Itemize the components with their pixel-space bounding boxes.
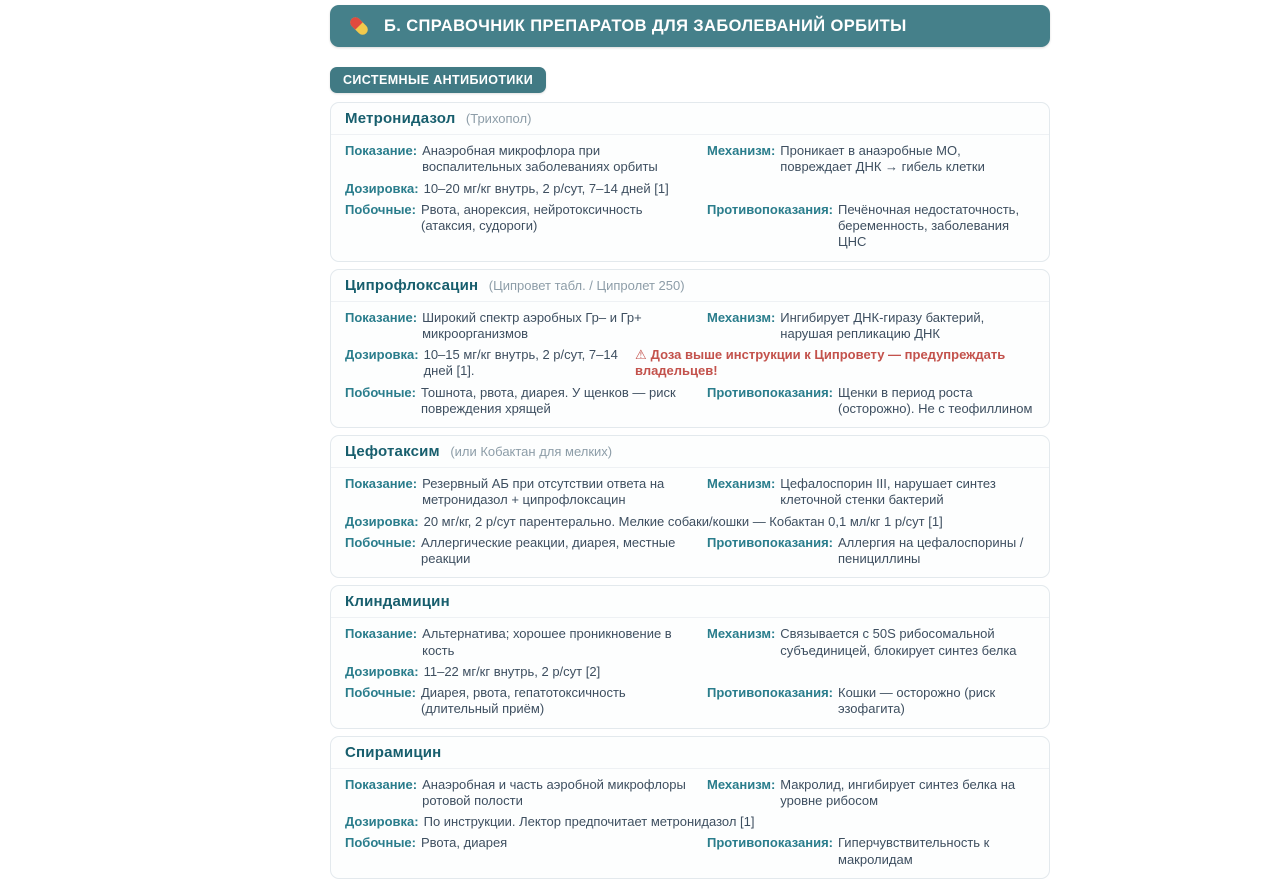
dosage-value: По инструкции. Лектор предпочитает метронидазол [1]	[423, 814, 755, 829]
indication-field	[345, 310, 697, 343]
drug-alt-name: (Трихопол)	[465, 111, 532, 126]
indication-field	[345, 777, 697, 810]
dose-warning	[635, 347, 1035, 380]
contraindications-value: Гиперчувствительность к макролидам	[838, 835, 990, 867]
indication-label: Показание:	[345, 309, 418, 325]
drug-card-header	[331, 103, 1049, 135]
page-header	[330, 5, 1050, 47]
side-effects-value: Аллергические реакции, диарея, местные реакции	[421, 534, 676, 566]
mechanism-value: Связывается с 50S рибосомальной субъединицей, блокирует синтез белка	[780, 626, 1017, 658]
side-effects-label: Побочные:	[345, 384, 416, 400]
drug-alt-name: (Ципровет табл. / Ципролет 250)	[488, 277, 685, 293]
contraindications-label: Противопоказания:	[707, 534, 833, 550]
indication-value: Анаэробная микрофлора при воспалительных заболеваниях орбиты	[422, 143, 658, 175]
contraindications-value: Щенки в период роста (осторожно). Не с теофиллином	[838, 384, 1033, 416]
dosage-row	[345, 814, 1035, 830]
drug-name: Цефотаксим	[345, 443, 440, 460]
mechanism-label: Механизм:	[707, 476, 776, 491]
drug-card-header	[331, 586, 1049, 618]
mechanism-value: Проникает в анаэробные МО, повреждает ДНК → гибель клетки	[780, 143, 985, 175]
dosage-value: 11–22 мг/кг внутрь, 2 р/сут [2]	[423, 663, 601, 679]
side-effects-value: Тошнота, рвота, диарея. У щенков — риск повреждения хрящей	[421, 384, 676, 416]
contraindications-label: Противопоказания:	[707, 201, 833, 217]
side-effects-label: Побочные:	[345, 685, 416, 700]
sideeffects-contra-row	[345, 685, 1035, 718]
drug-card	[330, 269, 1050, 429]
drug-card-body	[331, 135, 1049, 261]
dosage-value: 10–20 мг/кг внутрь, 2 р/сут, 7–14 дней [1]	[423, 180, 669, 196]
mechanism-value: Макролид, ингибирует синтез белка на уровне рибосом	[780, 776, 1016, 808]
indication-label: Показание:	[345, 776, 418, 792]
dosage-row	[345, 514, 1035, 530]
cards-list	[330, 102, 1050, 879]
side-effects-label: Побочные:	[345, 201, 416, 217]
dosage-label: Дозировка:	[345, 513, 419, 529]
section-badge: СИСТЕМНЫЕ АНТИБИОТИКИ	[330, 67, 546, 93]
side-effects-label: Побочные:	[345, 534, 416, 550]
contraindications-label: Противопоказания:	[707, 685, 833, 700]
warning-icon: ⚠	[635, 347, 647, 362]
drug-card	[330, 736, 1050, 879]
contraindications-field	[707, 835, 1035, 868]
drug-card-body	[331, 468, 1049, 577]
indication-value: Анаэробная и часть аэробной микрофлоры ротовой полости	[422, 776, 686, 808]
indication-field	[345, 143, 697, 176]
indication-label: Показание:	[345, 143, 418, 158]
indication-field	[345, 476, 697, 509]
indication-field	[345, 626, 697, 659]
side-effects-field	[345, 835, 697, 868]
dosage-label: Дозировка:	[345, 347, 419, 362]
dosage-value: 20 мг/кг, 2 р/сут парентерально. Мелкие собаки/кошки — Кобактан 0,1 мл/кг 1 р/сут [1]	[423, 513, 943, 529]
sideeffects-contra-row	[345, 835, 1035, 868]
mechanism-field	[707, 476, 1035, 509]
indication-mechanism-row	[345, 143, 1035, 176]
side-effects-value: Рвота, диарея	[421, 835, 508, 851]
contraindications-field	[707, 202, 1035, 251]
contraindications-field	[707, 685, 1035, 718]
drug-name: Ципрофлоксацин	[345, 276, 479, 294]
side-effects-field	[345, 202, 697, 251]
page-title: Б. СПРАВОЧНИК ПРЕПАРАТОВ ДЛЯ ЗАБОЛЕВАНИЙ ОРБИТЫ	[384, 16, 907, 35]
indication-value: Резервный АБ при отсутствии ответа на метронидазол + ципрофлоксацин	[422, 476, 665, 508]
reference-page	[330, 5, 1050, 886]
dose-warning-text: Доза выше инструкции к Ципровету — предупреждать владельцев!	[635, 347, 1006, 379]
dosage-field	[345, 181, 697, 197]
drug-card-body	[331, 302, 1049, 428]
contraindications-value: Аллергия на цефалоспорины / пенициллины	[838, 534, 1024, 566]
contraindications-label: Противопоказания:	[707, 384, 833, 400]
indication-mechanism-row	[345, 476, 1035, 509]
side-effects-value: Рвота, анорексия, нейротоксичность (атаксия, судороги)	[421, 201, 643, 233]
side-effects-field	[345, 685, 697, 718]
sideeffects-contra-row	[345, 202, 1035, 251]
drug-card	[330, 102, 1050, 262]
mechanism-label: Механизм:	[707, 776, 776, 792]
indication-mechanism-row	[345, 626, 1035, 659]
side-effects-value: Диарея, рвота, гепатотоксичность (длительный приём)	[421, 685, 626, 717]
dosage-label: Дозировка:	[345, 180, 419, 196]
mechanism-field	[707, 143, 1035, 176]
dosage-label: Дозировка:	[345, 663, 419, 679]
pill-icon	[346, 13, 372, 39]
drug-card	[330, 585, 1050, 728]
contraindications-field	[707, 535, 1035, 568]
contraindications-value: Кошки — осторожно (риск эзофагита)	[838, 685, 996, 717]
drug-name: Метронидазол	[345, 110, 456, 127]
dosage-row	[345, 347, 1035, 380]
mechanism-value: Цефалоспорин III, нарушает синтез клеточной стенки бактерий	[780, 476, 996, 508]
drug-card-header	[331, 436, 1049, 468]
drug-card	[330, 435, 1050, 578]
mechanism-field	[707, 777, 1035, 810]
dosage-field	[345, 664, 697, 680]
drug-name: Клиндамицин	[345, 593, 450, 611]
indication-label: Показание:	[345, 626, 418, 642]
indication-mechanism-row	[345, 777, 1035, 810]
sideeffects-contra-row	[345, 385, 1035, 418]
dosage-field	[345, 514, 1035, 530]
mechanism-label: Механизм:	[707, 309, 776, 325]
dosage-field	[345, 814, 1035, 830]
mechanism-label: Механизм:	[707, 143, 776, 158]
dosage-value: 10–15 мг/кг внутрь, 2 р/сут, 7–14 дней [1].	[423, 347, 618, 379]
mechanism-label: Механизм:	[707, 626, 776, 642]
dosage-label: Дозировка:	[345, 814, 419, 829]
side-effects-field	[345, 535, 697, 568]
indication-label: Показание:	[345, 476, 418, 491]
drug-card-body	[331, 618, 1049, 727]
drug-alt-name: (или Кобактан для мелких)	[450, 444, 613, 459]
dosage-field	[345, 347, 625, 380]
contraindications-field	[707, 385, 1035, 418]
indication-value: Широкий спектр аэробных Гр– и Гр+ микроорганизмов	[422, 309, 642, 341]
mechanism-value: Ингибирует ДНК-гиразу бактерий, нарушая репликацию ДНК	[780, 309, 985, 341]
mechanism-field	[707, 310, 1035, 343]
indication-value: Альтернатива; хорошее проникновение в кость	[422, 626, 672, 658]
side-effects-label: Побочные:	[345, 835, 416, 851]
mechanism-field	[707, 626, 1035, 659]
dosage-row	[345, 181, 1035, 197]
indication-mechanism-row	[345, 310, 1035, 343]
drug-card-header	[331, 270, 1049, 302]
contraindications-value: Печёночная недостаточность, беременность, заболевания ЦНС	[838, 201, 1020, 250]
side-effects-field	[345, 385, 697, 418]
drug-name: Спирамицин	[345, 743, 442, 761]
contraindications-label: Противопоказания:	[707, 835, 833, 851]
drug-card-body	[331, 769, 1049, 878]
drug-card-header	[331, 737, 1049, 769]
dosage-row	[345, 664, 1035, 680]
sideeffects-contra-row	[345, 535, 1035, 568]
